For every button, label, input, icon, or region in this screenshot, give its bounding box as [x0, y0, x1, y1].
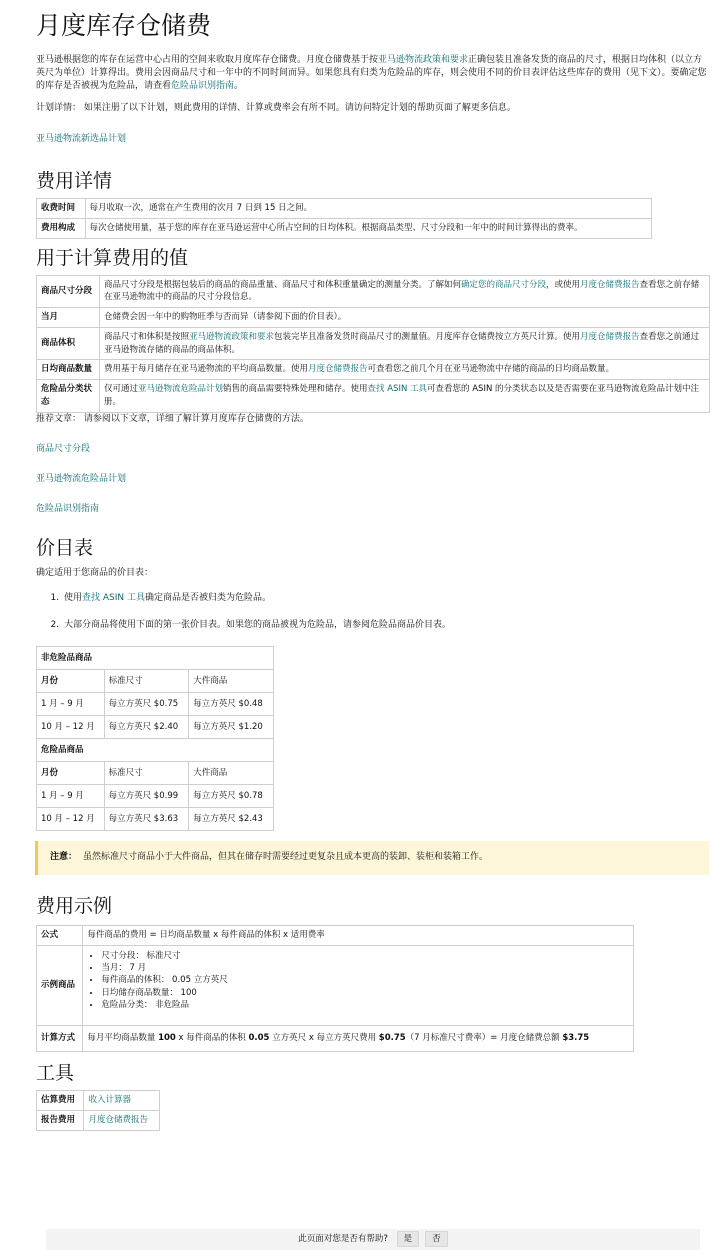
- table-cell: 每立方英尺 $1.20: [189, 716, 274, 739]
- row-value: [83, 945, 634, 1026]
- column-header: 大件商品: [189, 762, 274, 785]
- policy-link[interactable]: 亚马逊物流政策和要求: [378, 55, 469, 65]
- intro-text-3: 。: [234, 81, 244, 92]
- plan-detail-label: 计划详情：: [36, 103, 82, 114]
- column-header: 大件商品: [189, 670, 274, 693]
- row-value: [84, 1110, 160, 1130]
- fee-details-heading: 费用详情: [36, 170, 113, 193]
- table-row: [37, 360, 710, 380]
- row-key: 公式: [37, 926, 83, 946]
- group-title: 非危险品商品: [37, 647, 274, 670]
- table-cell: 每立方英尺 $2.43: [189, 808, 274, 831]
- price-intro: 确定适用于您商品的价目表：: [36, 567, 154, 578]
- group-title: 危险品商品: [37, 739, 274, 762]
- note-label: 注意：: [50, 852, 78, 863]
- table-row: [37, 1091, 160, 1111]
- row-key: 商品体积: [37, 327, 100, 360]
- row-key: 估算费用: [37, 1091, 84, 1111]
- row-value: 商品尺寸和体积是按照亚马逊物流政策和要求包装完毕且准备发货时商品尺寸的测量值。月度库存仓储费按立方英尺计算。使用月度仓储费报告查看您之前通过亚马逊物流存储的商品的商品体积。: [100, 327, 710, 360]
- row-key: 商品尺寸分段: [37, 275, 100, 308]
- table-row: [37, 308, 710, 328]
- size-tier-article-link[interactable]: 商品尺寸分段: [36, 443, 91, 454]
- list-item: • 尺寸分段： 标准尺寸: [101, 950, 629, 962]
- list-item: • 危险品分类： 非危险品: [101, 999, 629, 1011]
- row-value: 仅可通过亚马逊物流危险品计划销售的商品需要特殊处理和储存。使用查找 ASIN 工具可查看您的 ASIN 的分类状态以及是否需要在亚马逊物流危险品计划中注册。: [100, 380, 710, 413]
- price-heading: 价目表: [36, 536, 94, 559]
- note-text: 虽然标准尺寸商品小于大件商品，但其在储存时需要经过更复杂且成本更高的装卸、装柜和装箱工作。: [83, 852, 489, 863]
- table-row: [37, 327, 710, 360]
- table-row: [37, 647, 274, 670]
- price-steps: [36, 592, 710, 632]
- row-key: 示例商品: [37, 945, 83, 1026]
- table-cell: 10 月 – 12 月: [37, 808, 105, 831]
- asin-tool-link[interactable]: 查找 ASIN 工具: [367, 384, 428, 395]
- table-cell: 10 月 – 12 月: [37, 716, 105, 739]
- table-cell: 每立方英尺 $0.78: [189, 785, 274, 808]
- hazmat-program-article-link[interactable]: 亚马逊物流危险品计划: [36, 473, 127, 484]
- row-value: 每次仓储使用量，基于您的库存在亚马逊运营中心所占空间的日均体积。根据商品类型、尺寸分段和一年中的时间计算得出的费率。: [85, 218, 651, 238]
- column-header: 月份: [37, 762, 105, 785]
- intro-text-1: 亚马逊根据您的库存在运营中心占用的空间来收取月度库存仓储费。月度仓储费基于按: [36, 55, 379, 65]
- row-key: 收费时间: [37, 199, 86, 219]
- row-value: 仓储费会因一年中的购物旺季与否而异（请参阅下面的价目表）。: [100, 308, 710, 328]
- row-key: 报告费用: [37, 1110, 84, 1130]
- table-row: [37, 926, 634, 946]
- table-row: [37, 762, 274, 785]
- table-cell: 每立方英尺 $0.75: [104, 693, 189, 716]
- table-row: [37, 275, 710, 308]
- note-callout: [35, 841, 709, 875]
- table-row: [37, 785, 274, 808]
- row-value: 每月平均商品数量 100 x 每件商品的体积 0.05 立方英尺 x 每立方英尺费用 $0.75（7 月标准尺寸费率）= 月度仓储费总额 $3.75: [83, 1026, 634, 1052]
- row-value: [84, 1091, 160, 1111]
- row-key: 当月: [37, 308, 100, 328]
- table-row: [37, 1026, 634, 1052]
- list-item: • 日均储存商品数量： 100: [101, 987, 629, 999]
- table-row: [37, 199, 652, 219]
- tools-table: [36, 1090, 160, 1131]
- example-table: [36, 925, 634, 1052]
- page-title: 月度库存仓储费: [36, 11, 212, 40]
- example-heading: 费用示例: [36, 895, 113, 918]
- list-item: • 当月： 7 月: [101, 962, 629, 974]
- table-cell: 每立方英尺 $0.99: [104, 785, 189, 808]
- sample-list: [87, 950, 629, 1012]
- hazmat-guide-article-link[interactable]: 危险品识别指南: [36, 503, 100, 514]
- intro-paragraph: [36, 54, 710, 93]
- table-row: [37, 808, 274, 831]
- plan-detail-text: 如果注册了以下计划，则此费用的详情、计算或费率会有所不同。请访问特定计划的帮助页面了解更多信息。: [83, 103, 516, 114]
- recommend-articles: 推荐文章： 请参阅以下文章，详细了解计算月度库存仓储费的方法。: [36, 413, 309, 424]
- table-row: [37, 1110, 160, 1130]
- hazmat-guide-link[interactable]: 危险品识别指南: [171, 81, 235, 92]
- storage-report-link[interactable]: 月度仓储费报告: [88, 1114, 148, 1125]
- table-row: [37, 693, 274, 716]
- row-key: 危险品分类状态: [37, 380, 100, 413]
- values-table: [36, 275, 710, 413]
- hazmat-program-link[interactable]: 亚马逊物流危险品计划: [138, 384, 224, 395]
- column-header: 标准尺寸: [104, 762, 189, 785]
- table-row: [37, 739, 274, 762]
- storage-report-link[interactable]: 月度仓储费报告: [308, 364, 368, 375]
- size-tier-link[interactable]: 确定您的商品尺寸分段: [461, 279, 547, 290]
- row-key: 计算方式: [37, 1026, 83, 1052]
- table-cell: 1 月 – 9 月: [37, 693, 105, 716]
- price-table: [36, 646, 274, 831]
- plan-detail: [36, 102, 710, 115]
- asin-tool-link[interactable]: 查找 ASIN 工具: [82, 592, 145, 603]
- column-header: 标准尺寸: [104, 670, 189, 693]
- storage-report-link[interactable]: 月度仓储费报告: [580, 331, 640, 342]
- row-key: 日均商品数量: [37, 360, 100, 380]
- table-row: [37, 218, 652, 238]
- list-item: 1. 使用查找 ASIN 工具确定商品是否被归类为危险品。: [62, 592, 710, 605]
- row-value: 商品尺寸分段是根据包装后的商品的商品重量、商品尺寸和体积重量确定的测量分类。了解如何确定您的商品尺寸分段，或使用月度仓储费报告查看您之前存储在亚马逊物流中的商品的尺寸分段信息。: [100, 275, 710, 308]
- new-selection-plan-link[interactable]: 亚马逊物流新选品计划: [36, 134, 127, 145]
- table-row: [37, 670, 274, 693]
- table-cell: 每立方英尺 $3.63: [104, 808, 189, 831]
- row-value: 费用基于每月储存在亚马逊物流的平均商品数量。使用月度仓储费报告可查看您之前几个月在亚马逊物流中存储的商品的日均商品数量。: [100, 360, 710, 380]
- tools-heading: 工具: [36, 1062, 75, 1085]
- feedback-bar: [46, 1229, 700, 1250]
- row-value: 每件商品的费用 = 日均商品数量 x 每件商品的体积 x 适用费率: [83, 926, 634, 946]
- values-heading: 用于计算费用的值: [36, 246, 189, 269]
- revenue-calculator-link[interactable]: 收入计算器: [88, 1095, 131, 1106]
- table-cell: 1 月 – 9 月: [37, 785, 105, 808]
- table-cell: 每立方英尺 $0.48: [189, 693, 274, 716]
- list-item: 2. 大部分商品将使用下面的第一张价目表。如果您的商品被视为危险品，请参阅危险品商品价目表。: [62, 619, 710, 632]
- list-item: • 每件商品的体积： 0.05 立方英尺: [101, 974, 629, 986]
- column-header: 月份: [37, 670, 105, 693]
- table-row: [37, 945, 634, 1026]
- table-row: [37, 380, 710, 413]
- no-button[interactable]: 否: [425, 1231, 448, 1247]
- intro-text-2: 正确包装且准备发货的商品的尺寸，根据日均体积（以立方英尺为单位）计算得出。费用会因商品尺寸和一年中的不同时间而异。如果您具有归类为危险品的库存，则会使用不同的价目表评估这些库存的费用（见下文）。要确定您的库存是否被视为危险品，请查看: [36, 55, 707, 92]
- row-value: 每月收取一次，通常在产生费用的次月 7 日到 15 日之间。: [85, 199, 651, 219]
- yes-button[interactable]: 是: [397, 1231, 420, 1247]
- table-cell: 每立方英尺 $2.40: [104, 716, 189, 739]
- row-key: 费用构成: [37, 218, 86, 238]
- table-row: [37, 716, 274, 739]
- storage-report-link[interactable]: 月度仓储费报告: [580, 279, 640, 290]
- policy-link[interactable]: 亚马逊物流政策和要求: [189, 331, 275, 342]
- feedback-question: 此页面对您是否有帮助?: [298, 1234, 388, 1244]
- fee-details-table: [36, 198, 652, 239]
